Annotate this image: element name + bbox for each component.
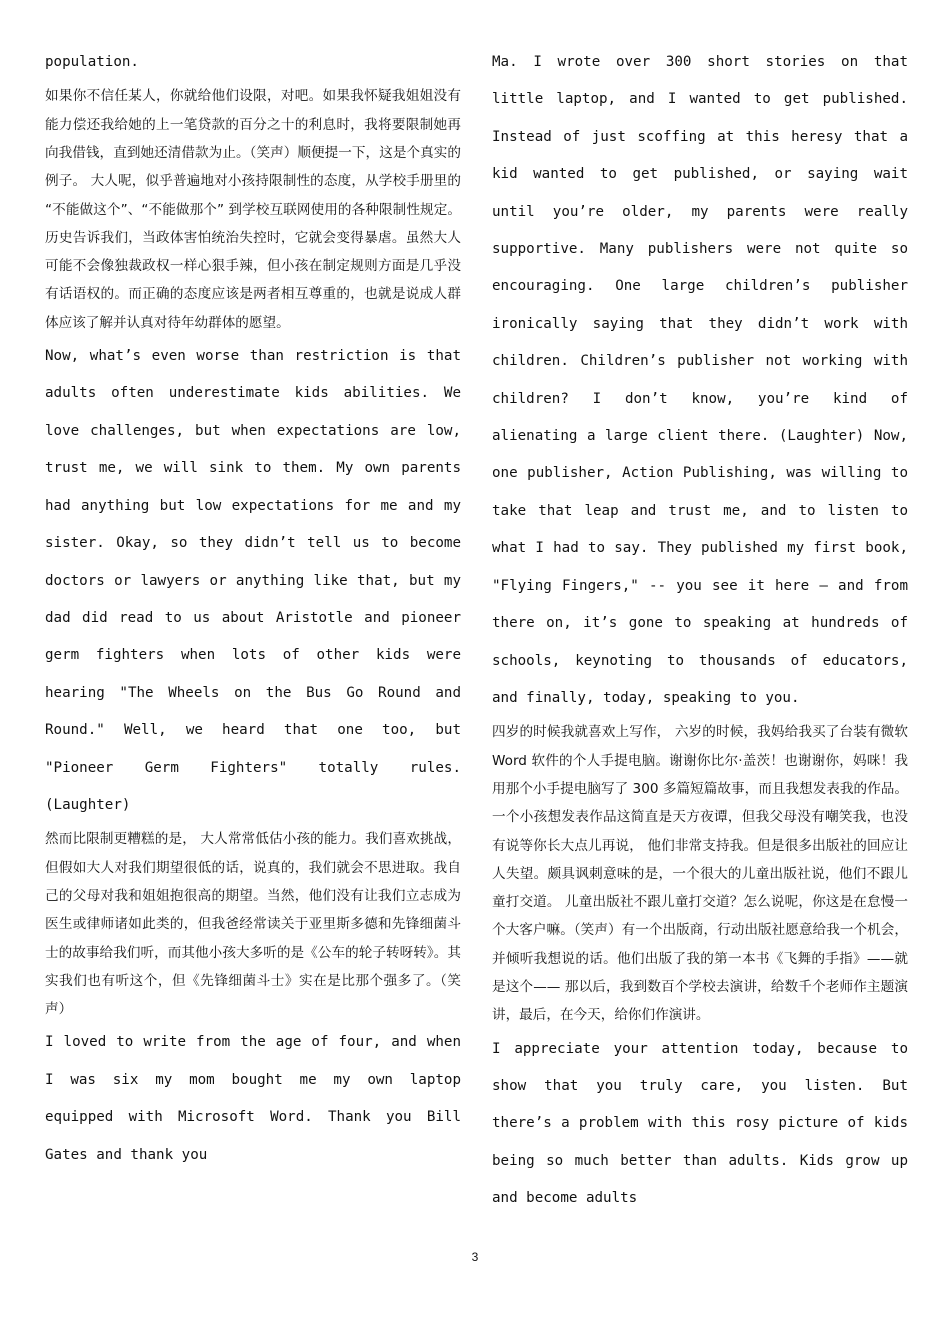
paragraph-zh: 如果你不信任某人，你就给他们设限，对吧。如果我怀疑我姐姐没有能力偿还我给她的上一笔贷款的百分之十的利息时，我将要限制她再向我借钱，直到她还清借款为止。（笑声）顺便提一下，这是个真实的例子。 大人呢，似乎普遍地对小孩持限制性的态度，从学校手册里的 “不能做这个”、“不能做那个” 到学校互联网使用的各种限制性规定。 历史告诉我们，当政体害怕统治失控时，它就会变得暴虐。虽然大人可能不会像独裁政权一样心狠手辣，但小孩在制定规则方面是几乎没有话语权的。而正确的态度应该是两者相互尊重的，也就是说成人群体应该了解并认真对待年幼群体的愿望。 xyxy=(45,88,461,331)
left-column xyxy=(45,46,461,1174)
paragraph-en: Ma. I wrote over 300 short stories on that little laptop, and I wanted to get published. Instead of just scoffing at this heresy that a kid wanted to get published, or saying wait until you’re older, my parents were really supportive. Many publishers were not quite so encouraging. One large children’s publisher ironically saying that they didn’t work with children. Children’s publisher not working with children? I don’t know, you’re kind of alienating a large client there. (Laughter) Now, one publisher, Action Publishing, was willing to take that leap and trust me, and to listen to what I had to say. They published my first book, "Flying Fingers," -- you see it here — and from there on, it’s gone to speaking at hundreds of schools, keynoting to thousands of educators, and finally, today, speaking to you. xyxy=(492,54,908,706)
page-number: 3 xyxy=(471,1250,479,1264)
paragraph-en: I loved to write from the age of four, and when I was six my mom bought me my own laptop equipped with Microsoft Word. Thank you Bill Gates and thank you xyxy=(45,1034,461,1163)
paragraph-zh: 四岁的时候我就喜欢上写作， 六岁的时候，我妈给我买了台装有微软 Word 软件的个人手提电脑。谢谢你比尔·盖茨！也谢谢你，妈咪！我用那个小手提电脑写了 300 多篇短篇故事，而且我想发表我的作品。 一个小孩想发表作品这简直是天方夜谭，但我父母没有嘲笑我，也没有说等你长大点儿再说， 他们非常支持我。但是很多出版社的回应让人失望。颇具讽刺意味的是，一个很大的儿童出版社说，他们不跟儿童打交道。 儿童出版社不跟儿童打交道？怎么说呢，你这是在怠慢一个大客户嘛。（笑声）有一个出版商，行动出版社愿意给我一个机会， 并倾听我想说的话。他们出版了我的第一本书《飞舞的手指》——就是这个—— 那以后，我到数百个学校去演讲，给数千个老师作主题演讲，最后，在今天，给你们作演讲。 xyxy=(492,724,908,1024)
right-column xyxy=(492,46,908,1218)
paragraph-en: I appreciate your attention today, because to show that you truly care, you listen. But there’s a problem with this rosy picture of kids being so much better than adults. Kids grow up and become adults xyxy=(492,1040,908,1207)
paragraph-zh: 然而比限制更糟糕的是， 大人常常低估小孩的能力。我们喜欢挑战，但假如大人对我们期望很低的话，说真的，我们就会不思进取。我自己的父母对我和姐姐抱很高的期望。当然，他们没有让我们立志成为医生或律师诸如此类的，但我爸经常读关于亚里斯多德和先锋细菌斗士的故事给我们听，而其他小孩大多听的是《公车的轮子转呀转》。其实我们也有听这个，但《先锋细菌斗士》实在是比那个强多了。（笑声） xyxy=(45,831,461,1018)
paragraph-en: Now, what’s even worse than restriction is that adults often underestimate kids abilities. We love challenges, but when expectations are low, trust me, we will sink to them. My own parents had anything but low expectations for me and my sister. Okay, so they didn’t tell us to become doctors or lawyers or anything like that, but my dad did read to us about Aristotle and pioneer germ fighters when lots of other kids were hearing "The Wheels on the Bus Go Round and Round." Well, we heard that one too, but "Pioneer Germ Fighters" totally rules. (Laughter) xyxy=(45,348,461,813)
paragraph-en: population. xyxy=(45,54,139,70)
